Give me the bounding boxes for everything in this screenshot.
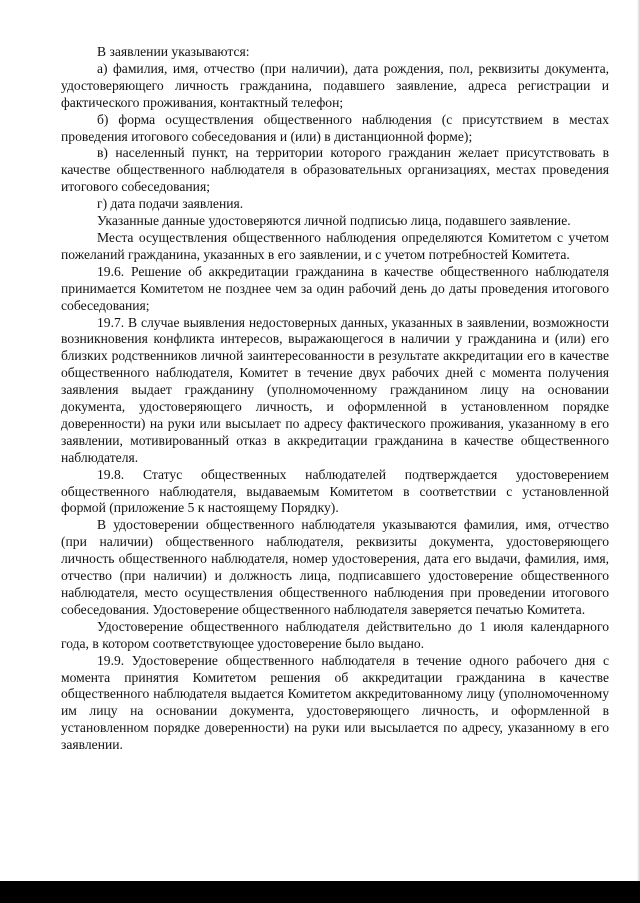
paragraph-intro: В заявлении указываются:: [97, 44, 250, 59]
paragraph-signature: Указанные данные удостоверяются личной подписью лица, подавшего заявление.: [97, 213, 571, 229]
scan-bottom-border: [0, 881, 640, 903]
paragraph-item-a: а) фамилия, имя, отчество (при наличии), дата рождения, пол, реквизиты документа, удостоверяющего личность гражданина, подавшего заявление, адреса регистрации и фактического проживания, контактный телефон;: [61, 60, 609, 110]
paragraph-certificate-validity: Удостоверение общественного наблюдателя действительно до 1 июля календарного года, в котором соответствующее удостоверение было выдано.: [61, 618, 609, 651]
paragraph-certificate-contents: В удостоверении общественного наблюдателя указываются фамилия, имя, отчество (при наличии) общественного наблюдателя, реквизиты документа, удостоверяющего личность общественного наблюдателя, номер удостоверения, дата его выдачи, фамилия, имя, отчество (при наличии) и должность лица, подписавшего удостоверение общественного наблюдателя, место осуществления общественного наблюдения при проведении итогового собеседования. Удостоверение общественного наблюдателя заверяется печатью Комитета.: [61, 517, 609, 617]
paragraph-19-7: 19.7. В случае выявления недостоверных данных, указанных в заявлении, возможности возникновения конфликта интересов, выражающегося в наличии у гражданина и (или) его близких родственников личной заинтересованности в результате аккредитации его в качестве общественного наблюдателя, Комитет в течение двух рабочих дней с момента получения заявления выдает гражданину (уполномоченному гражданином лицу на основании документа, удостоверяющего личность, и оформленной в установленном порядке доверенности) на руки или высылает по адресу фактического проживания, указанному в его заявлении, мотивированный отказ в аккредитации гражданина в качестве общественного наблюдателя.: [61, 314, 609, 465]
paragraph-item-b: б) форма осуществления общественного наблюдения (с присутствием в местах проведения итогового собеседования и (или) в дистанционной форме);: [61, 111, 609, 144]
paragraph-item-g: г) дата подачи заявления.: [97, 196, 244, 212]
paragraph-places: Места осуществления общественного наблюдения определяются Комитетом с учетом пожеланий гражданина, указанных в его заявлении, и с учетом потребностей Комитета.: [61, 229, 609, 262]
document-body: [61, 44, 609, 754]
paragraph-19-6: 19.6. Решение об аккредитации гражданина в качестве общественного наблюдателя принимается Комитетом не позднее чем за один рабочий день до даты проведения итогового собеседования;: [61, 263, 609, 313]
paragraph-19-8: 19.8. Статус общественных наблюдателей подтверждается удостоверением общественного наблюдателя, выдаваемым Комитетом в соответствии с установленной формой (приложение 5 к настоящему Порядку).: [61, 466, 609, 516]
paragraph-item-v: в) населенный пункт, на территории которого гражданин желает присутствовать в качестве общественного наблюдателя в образовательных организациях, местах проведения итогового собеседования;: [61, 145, 609, 195]
paragraph-19-9: 19.9. Удостоверение общественного наблюдателя в течение одного рабочего дня с момента принятия Комитетом решения об аккредитации гражданина в качестве общественного наблюдателя выдается Комитетом аккредитованному лицу (уполномоченному им лицу на основании документа, удостоверяющего личность, и оформленной в установленном порядке доверенности) на руки или высылается по адресу, указанному в его заявлении.: [61, 652, 609, 753]
